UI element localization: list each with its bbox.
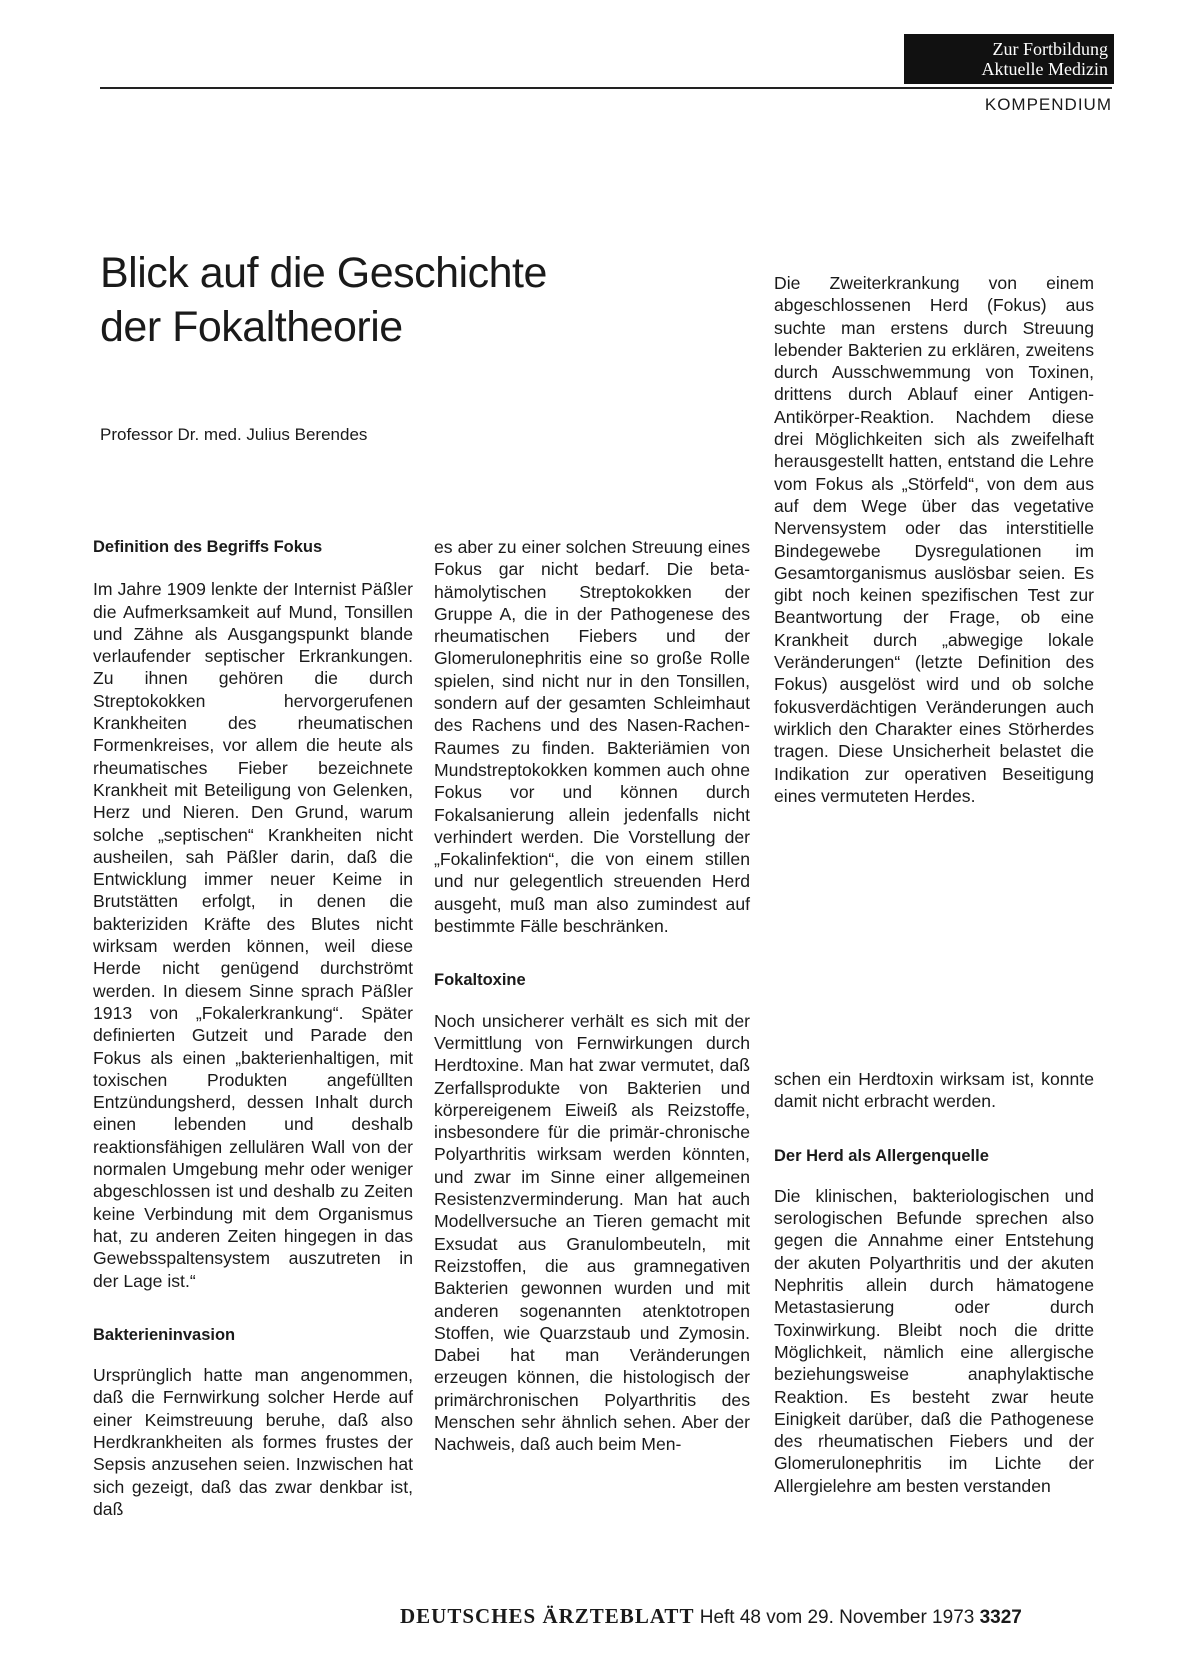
section-name: KOMPENDIUM: [984, 95, 1112, 114]
section-label-line1: Zur Fortbildung: [992, 39, 1108, 59]
title-line2: der Fokaltheorie: [100, 303, 403, 351]
header-rule: [100, 87, 1112, 89]
paragraph-toxine: Noch unsicherer verhält es sich mit der Vermittlung von Fernwirkungen durch Herdtoxine. Man hat zwar vermutet, daß Zerfallsprodukte von Bakterien und körpereigenem Eiweiß als Reizstoffe, insbesondere für die primär-chronische Polyarthritis wirksam werden könnten, und zwar im Sinne einer allgemeinen Resistenzverminderung. Man hat auch Modellversuche an Tieren gemacht mit Exsudat aus Granulombeuteln, mit Reizstoffen, die aus gramnegativen Bakterien gewonnen wurden und mit anderen sogenannten atenktotropen Stoffen, wie Quarzstaub und Zymosin. Dabei hat man Veränderungen erzeugen können, die histologisch der primärchronischen Polyarthritis des Menschen sehr ähnlich sehen. Aber der Nachweis, daß auch beim Men-: [434, 1010, 750, 1455]
paragraph-invasion: Ursprünglich hatte man angenommen, daß die Fernwirkung solcher Herde auf einer Keimstreuung beruhe, daß also Herdkrankheiten als formes frustes der Sepsis anzusehen seien. Inzwischen hat sich gezeigt, daß das zwar denkbar ist, daß: [93, 1365, 413, 1519]
paragraph-toxin-end: schen ein Herdtoxin wirksam ist, konnte damit nicht erbracht werden.: [774, 1069, 1094, 1112]
page-number: 3327: [979, 1607, 1022, 1628]
page-footer: [400, 1604, 1022, 1629]
title-line1: Blick auf die Geschichte: [100, 249, 547, 297]
article-author: Professor Dr. med. Julius Berendes: [100, 425, 368, 444]
column-3-lower: [774, 1068, 1094, 1497]
paragraph-definition: Im Jahre 1909 lenkte der Internist Päßler die Aufmerksamkeit auf Mund, Tonsillen und Zähne als Ausgangspunkt blande verlaufender septischer Erkrankungen. Zu ihnen gehören die durch Streptokokken hervorgerufenen Krankheiten des rheumatischen Formenkreises, vor allem die heute als rheumatisches Fieber bezeichnete Krankheit mit Beteiligung von Gelenken, Herz und Nieren. Den Grund, warum solche „septischen“ Krankheiten nicht ausheilen, sah Päßler darin, daß die Entwicklung immer neuer Keime in Brutstätten erfolgt, in denen die bakteriziden Kräfte des Blutes nicht wirksam werden können, weil diese Herde nicht genügend durchströmt werden. In diesem Sinne sprach Päßler 1913 von „Fokalerkrankung“. Später definierten Gutzeit und Parade den Fokus als einen „bakterienhaltigen, mit toxischen Produkten angefüllten Entzündungsherd, dessen Inhalt durch einen lebenden und deshalb reaktionsfähigen zellulären Wall von der normalen Umgebung mehr oder weniger abgeschlossen ist und deshalb zu Zeiten keine Verbindung mit dem Organismus hat, zu anderen Zeiten hingegen in das Gewebsspaltensystem auszutreten in der Lage ist.“: [93, 579, 413, 1291]
heading-toxine: Fokaltoxine: [434, 971, 526, 990]
issue-info: Heft 48 vom 29. November 1973: [699, 1607, 975, 1628]
section-label-box: [904, 34, 1114, 84]
section-label-line2: Aktuelle Medizin: [981, 59, 1108, 79]
column-1: [93, 536, 413, 1520]
paragraph-continued: es aber zu einer solchen Streuung eines Fokus gar nicht bedarf. Die beta-hämolytischen Streptokokken der Gruppe A, die in der Pathogenese des rheumatischen Fiebers und der Glomerulonephritis eine so große Rolle spielen, sind nicht nur in den Tonsillen, sondern auf der gesamten Schleimhaut des Rachens und des Nasen-Rachen-Raumes zu finden. Bakteriämien von Mundstreptokokken kommen auch ohne Fokus vor und können durch Fokalsanierung allein jedenfalls nicht verhindert werden. Die Vorstellung der „Fokalinfektion“, die von einem stillen und nur gelegentlich streuenden Herd ausgeht, muß man also zumindest auf bestimmte Fälle beschränken.: [434, 537, 750, 937]
column-3-upper: [774, 272, 1094, 807]
heading-definition: Definition des Begriffs Fokus: [93, 538, 323, 556]
paragraph-zweiterkrankung: Die Zweiterkrankung von einem abgeschlossenen Herd (Fokus) aus suchte man erstens durch Streuung lebender Bakterien zu erklären, zweitens durch Ausschwemmung von Toxinen, drittens durch Ablauf einer Antigen-Antikörper-Reaktion. Nachdem diese drei Möglichkeiten sich als zweifelhaft herausgestellt hatten, entstand die Lehre vom Fokus als „Störfeld“, von dem aus auf dem Wege über das vegetative Nervensystem oder das interstitielle Bindegewebe Dysregulationen im Gesamtorganismus auslösbar seien. Es gibt noch keinen spezifischen Test zur Beantwortung der Frage, ob eine Krankheit durch „abwegige lokale Veränderungen“ (letzte Definition des Fokus) ausgelöst wird und ob solche fokusverdächtigen Veränderungen auch wirklich den Charakter eines Störherdes tragen. Diese Unsicherheit belastet die Indikation zur operativen Beseitigung eines vermuteten Herdes.: [774, 273, 1094, 806]
paragraph-allergen: Die klinischen, bakteriologischen und serologischen Befunde sprechen also gegen die Annahme einer Entstehung der akuten Polyarthritis und der akuten Nephritis allein durch hämatogene Metastasierung oder durch Toxinwirkung. Bleibt noch die dritte Möglichkeit, nämlich eine allergische beziehungsweise anaphylaktische Reaktion. Es besteht zwar heute Einigkeit darüber, daß die Pathogenese des rheumatischen Fiebers und der Glomerulonephritis im Lichte der Allergielehre am besten verstanden: [774, 1185, 1094, 1496]
article-title: [100, 246, 547, 354]
heading-allergen: Der Herd als Allergenquelle: [774, 1146, 989, 1165]
column-2: [434, 536, 750, 1456]
journal-name: DEUTSCHES ÄRZTEBLATT: [400, 1604, 695, 1628]
heading-invasion: Bakterieninvasion: [93, 1325, 236, 1344]
